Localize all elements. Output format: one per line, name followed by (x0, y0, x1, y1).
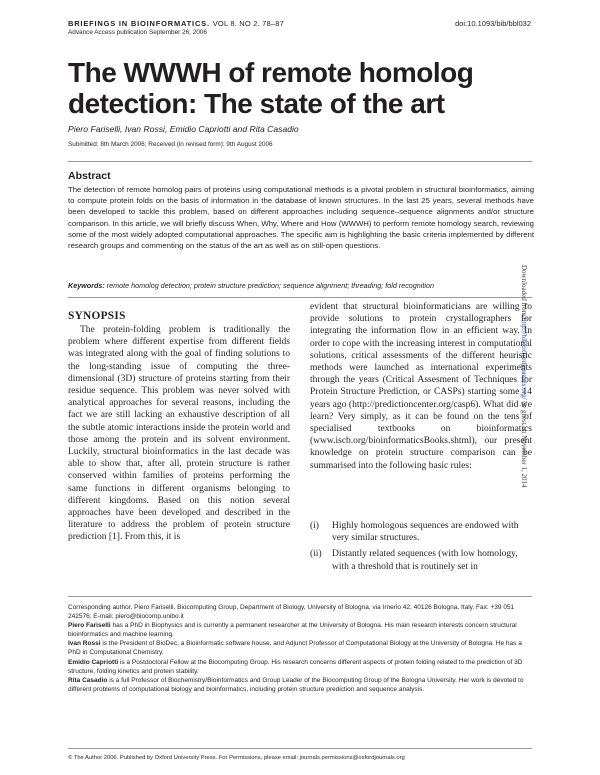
divider (68, 161, 532, 162)
rules-list (310, 520, 532, 577)
keywords-text: remote homolog detection; protein structure prediction; sequence alignment; threading; fold recognition (106, 281, 434, 290)
author-bio: Piero Fariselli has a PhD in Biophysics and is currently a permanent researcher at the University of Bologna. His main research interests concern structural bioinformatics and machine learning. (68, 622, 517, 639)
paper-title: The WWWH of remote homolog detection: The state of the art (68, 57, 474, 119)
journal-volume: VOL 8. NO 2. 78–87 (212, 19, 285, 28)
divider (68, 748, 532, 749)
download-link[interactable]: http://bib.oxfordjournals.org/ (520, 317, 528, 400)
journal-header (68, 19, 284, 28)
access-date: Advance Access publication September 26, 2006 (68, 29, 207, 36)
author-bio: Ivan Rossi is the President of BioDec, a Bioinformatic software house, and Adjunct Professor of Computational Biology at the University of Bologna. He has a PhD in Computational Chemistry. (68, 640, 522, 657)
list-item (310, 548, 532, 572)
author-bio: Rita Casadio is a full Professor of Biochemistry/Bioinformatics and Group Leader of the Biocomputing Group of the Bologna University. Her work is devoted to different problems of computational biology and bioinformatics, including protein structure prediction and sequence analysis. (68, 676, 524, 693)
footnotes (68, 603, 534, 694)
authors: Piero Fariselli, Ivan Rossi, Emidio Capriotti and Rita Casadio (68, 124, 299, 134)
submission-dates: Submitted: 8th March 2006; Received (in revised form): 9th August 2006 (68, 141, 273, 148)
body-column-left: The protein-folding problem is traditionally the problem where different expertise from different fields was integrated along with the goal of finding solutions to the long-standing issue of computing the three-dimensional (3D) structure of proteins starting from their residue sequence. This problem was never solved with analytical approaches for several reasons, including the fact we are still lacking an exhaustive description of all the subtle atomic interactions inside the protein world and those among the protein and its solvent environment. Luckily, structural bioinformatics in the last decade was able to show that, after all, protein structure is rather conserved within families of proteins performing the same functions in different organisms belonging to different kingdoms. Based on this notion several approaches have been developed and described in the literature to address the problem of protein structure prediction [1]. From this, it is (68, 325, 290, 543)
list-number: (i) (310, 521, 319, 531)
keywords (68, 281, 534, 290)
list-text: Highly homologous sequences are endowed with very similar structures. (332, 521, 519, 544)
section-heading-synopsis: SYNOPSIS (68, 310, 126, 322)
corresponding-author: Corresponding author. Piero Fariselli, Biocomputing Group, Department of Biology, University of Bologna, via Irnerio 42, 40126 Bologna, Italy. Fax: +39 051 242576; E-mail: piero@biocomp.unibo.it (68, 604, 515, 621)
doi[interactable]: doi:10.1093/bib/bbl032 (455, 19, 531, 28)
abstract-text: The detection of remote homolog pairs of proteins using computational methods is a pivotal problem in structural bioinformatics, aiming to compute protein folds on the basis of information in the database of known structures. In the last 25 years, several methods have been developed to tackle this problem, based on different approaches including sequence–sequence alignments and/or structure comparison. In this article, we will briefly discuss When, Why, Where and How (WWWH) to perform remote homology search, reviewing some of the most widely adopted computational approaches. The specific aim is highlighting the basic criteria implemented by different research groups and commenting on the status of the art as well as on still-open questions. (68, 185, 534, 251)
divider (68, 297, 532, 298)
download-note: Downloaded from http://bib.oxfordjournals.org/ by guest on November 1, 2014 (520, 265, 528, 488)
copyright: © The Author 2006. Published by Oxford University Press. For Permissions, please email: journals.permissions@oxfordjournals.org (68, 755, 405, 761)
journal-name: BRIEFINGS IN BIOINFORMATICS. (68, 19, 210, 28)
body-column-right: evident that structural bioinformaticians are willing to provide solutions to protein crystallographers for integrating the information flow in an efficient way. In order to cope with the increasing interest in computational solutions, critical assessments of the different heuristic methods were launched as international experiments through the years (Critical Assesment of Techniques for Protein Structure Prediction, or CASPs) starting some 14 years ago (http://predictioncenter.org/casp6). What did we learn? Very simply, as it can be found on the tens of specialised textbooks on bioinformatics (www.iscb.org/bioinformaticsBooks.shtml), our present knowledge on protein structure comparison can be summarised into the following basic rules: (310, 302, 532, 471)
divider (68, 596, 532, 597)
author-bio: Emidio Capriotti is a Postdoctoral Fellow at the Biocomputing Group. His research concerns different aspects of protein folding related to the prediction of 3D structure, folding kinetics and protein stability. (68, 658, 523, 675)
keywords-label: Keywords: (68, 281, 105, 290)
list-text: Distantly related sequences (with low homology, with a threshold that is routinely set in (332, 549, 518, 572)
list-item (310, 520, 532, 544)
abstract-heading: Abstract (68, 170, 111, 182)
list-number: (ii) (310, 549, 322, 560)
